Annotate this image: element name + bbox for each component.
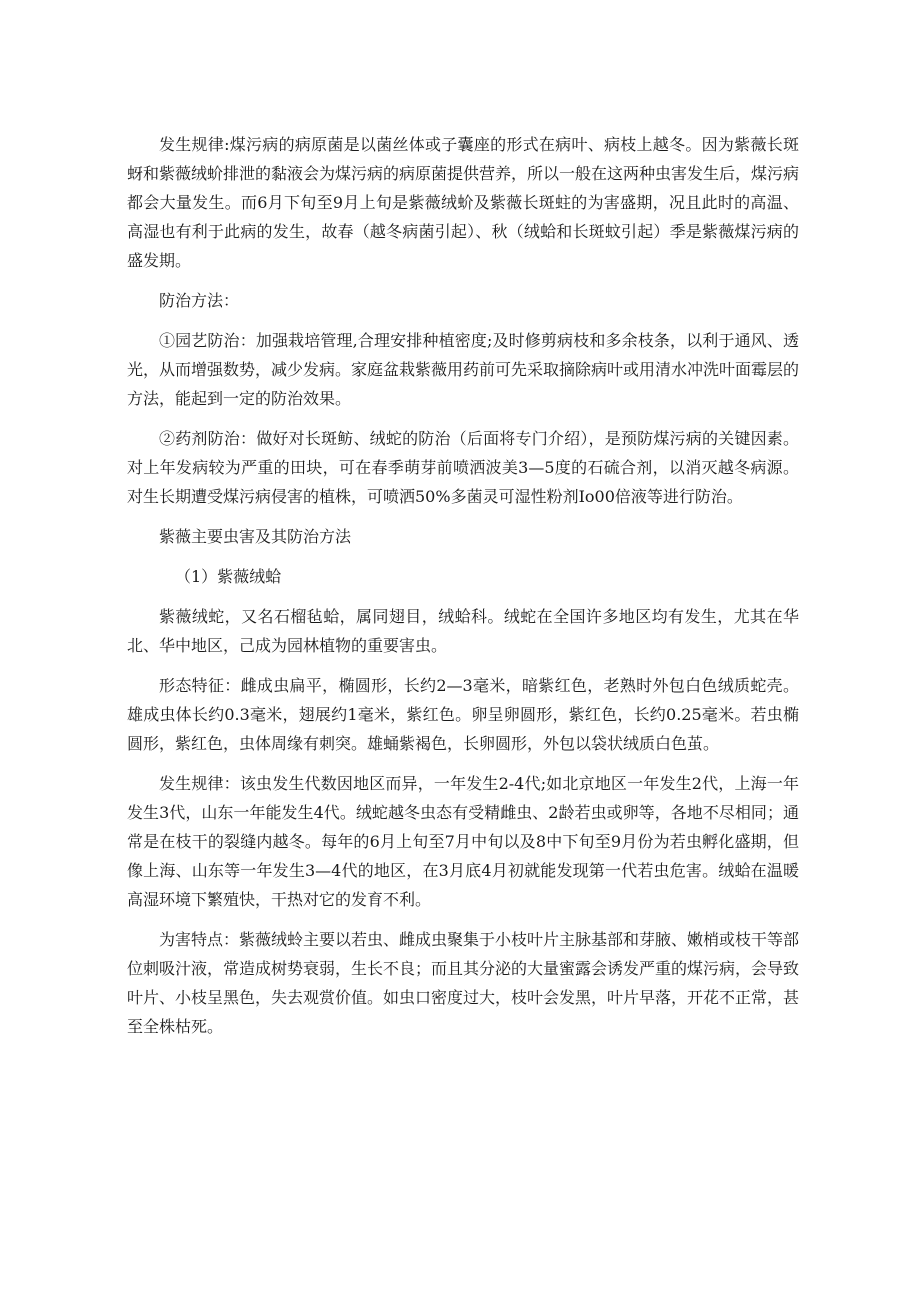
paragraph-scale-intro: 紫薇绒蛇，又名石榴毡蛤，属同翅目，绒蛤科。绒蛇在全国许多地区均有发生，尤其在华北、华中地区，己成为园林植物的重要害虫。 bbox=[127, 607, 799, 655]
paragraph-chemical-control: ②药剂防治：做好对长斑鲂、绒蛇的防治（后面将专门介绍），是预防煤污病的关键因素。对上年发病较为严重的田块，可在春季萌芽前喷洒波美3—5度的石硫合剂，以消灭越冬病源。对生长期遭受煤污病侵害的植株，可喷洒50%多菌灵可湿性粉剂Io00倍液等进行防治。 bbox=[127, 429, 799, 506]
paragraph-morphology: 形态特征：雌成虫扁平，椭圆形，长约2—3毫米，暗紫红色，老熟时外包白色绒质蛇壳。雄成虫体长约0.3毫米，翅展约1毫米，紫红色。卵呈卵圆形，紫红色，长约0.25毫米。若虫椭圆形，紫红色，虫体周缘有刺突。雄蛹紫褐色，长卵圆形，外包以袋状绒质白色茧。 bbox=[127, 676, 799, 753]
paragraph-scale-occurrence: 发生规律：该虫发生代数因地区而异，一年发生2-4代;如北京地区一年发生2代，上海一年发生3代，山东一年能发生4代。绒蛇越冬虫态有受精雌虫、2龄若虫或卵等，各地不尽相同；通常是在枝干的裂缝内越冬。每年的6月上旬至7月中旬以及8中下旬至9月份为若虫孵化盛期，但像上海、山东等一年发生3—4代的地区，在3月底4月初就能发现第一代若虫危害。绒蛤在温暖高湿环境下繁殖快，干热对它的发育不利。 bbox=[127, 774, 799, 909]
paragraph-horticultural-control: ①园艺防治：加强栽培管理,合理安排种植密度;及时修剪病枝和多余枝条，以利于通风、透光，从而增强数势，减少发病。家庭盆栽紫薇用药前可先采取摘除病叶或用清水冲洗叶面霉层的方法，能起到一定的防治效果。 bbox=[127, 331, 800, 408]
heading-control-methods: 防治方法： bbox=[159, 291, 240, 310]
paragraph-damage-characteristics: 为害特点：紫薇绒蛉主要以若虫、雌成虫聚集于小枝叶片主脉基部和芽腋、嫩梢或枝干等部位刺吸汁液，常造成树势衰弱，生长不良；而且其分泌的大量蜜露会诱发严重的煤污病，会导致叶片、小枝呈黑色，失去观赏价值。如虫口密度过大，枝叶会发黑，叶片早落，开花不正常，甚至全株枯死。 bbox=[127, 930, 800, 1036]
document-page bbox=[127, 130, 799, 1052]
subheading-crape-myrtle-scale: （1）紫薇绒蛤 bbox=[175, 567, 282, 586]
heading-main-pests: 紫薇主要虫害及其防治方法 bbox=[159, 527, 352, 546]
paragraph-occurrence-pattern: 发生规律:煤污病的病原菌是以菌丝体或子囊座的形式在病叶、病枝上越冬。因为紫薇长斑蚜和紫薇绒蚧排泄的黏液会为煤污病的病原菌提供营养，所以一般在这两种虫害发生后，煤污病都会大量发生。而6月下旬至9月上旬是紫薇绒蚧及紫薇长斑蛀的为害盛期，况且此时的高温、高湿也有利于此病的发生，故春（越冬病菌引起）、秋（绒蛤和长斑蚊引起）季是紫薇煤污病的盛发期。 bbox=[127, 135, 800, 270]
